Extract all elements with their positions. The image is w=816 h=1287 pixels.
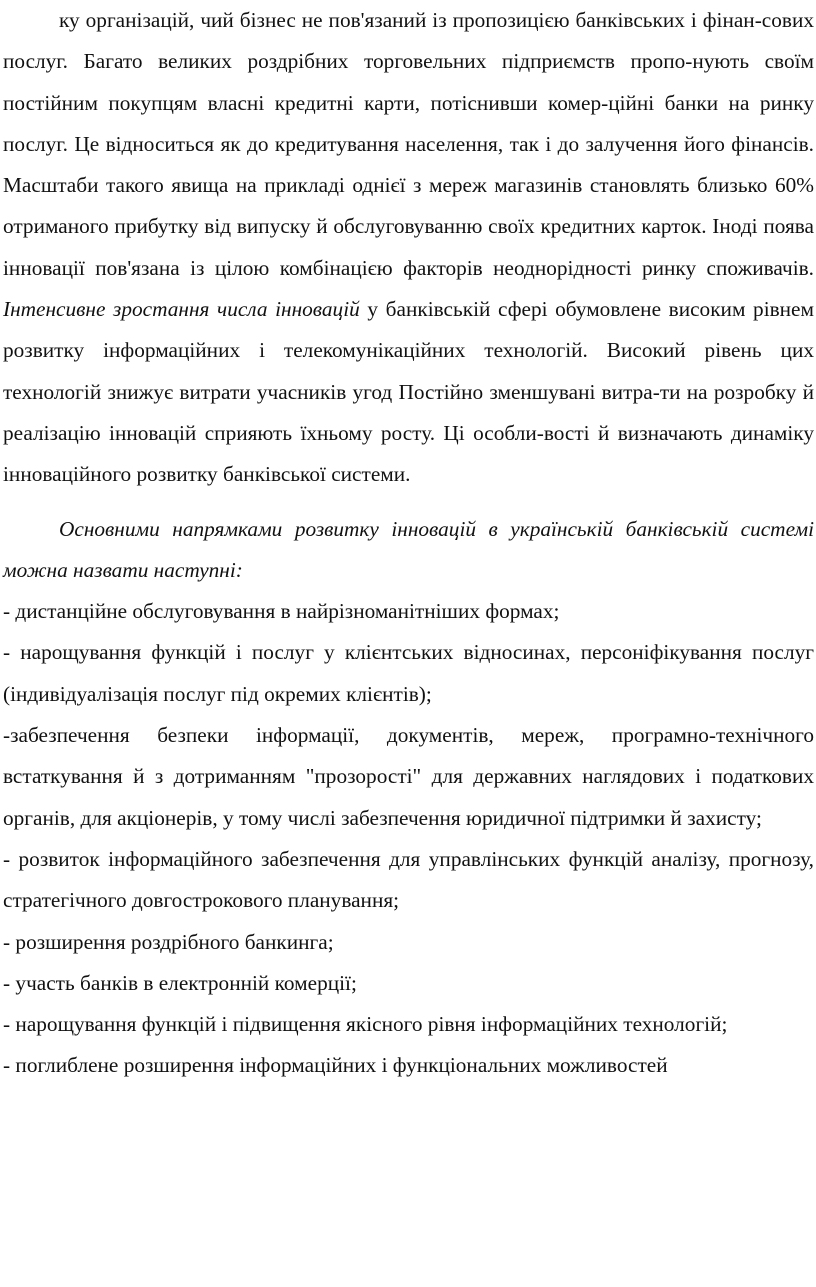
list-item: - дистанційне обслуговування в найрізноманітніших формах; <box>3 599 560 624</box>
innovation-directions-list <box>3 591 814 1087</box>
body-paragraph <box>3 0 814 496</box>
paragraph-text-start: ку організацій, чий бізнес не пов'язаний із пропозицією банківських і фінан-сових послуг. Багато великих роздрібних торговельних підприємств пропо-нують своїм постійним покупцям власні кредитні карти, потіснивши комер-ційні банки на ринку послуг. Це відноситься як до кредитування населення, так і до залучення його фінансів. Масштаби такого явища на прикладі однієї з мереж магазинів становлять близько 60% отриманого прибутку від випуску й обслуговуванню своїх кредитних карток. Іноді поява інновації пов'язана із цілою комбінацією факторів неоднорідності ринку споживачів. <box>3 8 814 280</box>
list-item: - поглиблене розширення інформаційних і функціональних можливостей <box>3 1053 668 1078</box>
list-item: -забезпечення безпеки інформації, документів, мереж, програмно-технічного встаткування й з дотриманням "прозорості" для державних наглядових і податкових органів, для акціонерів, у тому числі забезпечення юридичної підтримки й захисту; <box>3 723 814 830</box>
list-item: - нарощування функцій і підвищення якісного рівня інформаційних технологій; <box>3 1012 728 1037</box>
list-item: - нарощування функцій і послуг у клієнтських відносинах, персоніфікування послуг (індивідуалізація послуг під окремих клієнтів); <box>3 640 814 706</box>
list-item: - розвиток інформаційного забезпечення для управлінських функцій аналізу, прогнозу, стратегічного довгострокового планування; <box>3 846 814 913</box>
italic-phrase: Інтенсивне зростання числа інновацій <box>3 297 360 322</box>
list-item: - участь банків в електронній комерції; <box>3 970 357 995</box>
section-heading: Основними напрямками розвитку інновацій в українській банківській системі можна назвати наступні: <box>3 516 814 582</box>
paragraph-text-end: у банківській сфері обумовлене високим рівнем розвитку інформаційних і телекомунікаційних технологій. Високий рівень цих технологій знижує витрати учасників угод Постійно зменшувані витра-ти на розробку й реалізацію інновацій сприяють їхньому росту. Ці особли-вості й визначають динаміку інноваційного розвитку банківської системи. <box>3 297 814 487</box>
list-item: - розширення роздрібного банкинга; <box>3 929 334 954</box>
